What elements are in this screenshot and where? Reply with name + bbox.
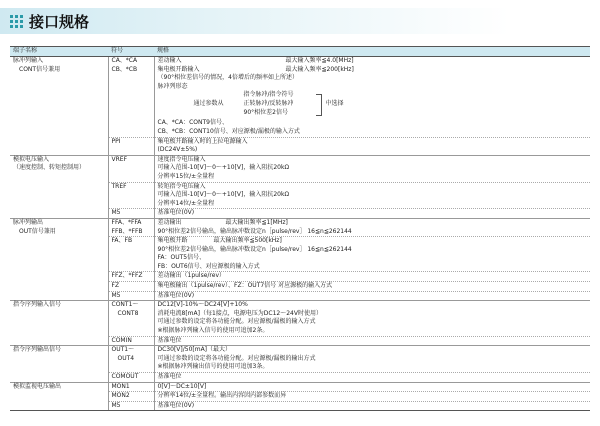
spec-text: 分辨率15位/±全量程 <box>157 172 215 180</box>
symbol-cell <box>108 382 154 392</box>
spec-text: 90°相位差2信号输出，输出脉冲数设定n［pulse/rev］ 16≦n≦262144 <box>157 245 352 253</box>
table-header-row <box>10 47 590 57</box>
spec-text: 脉冲列形态 <box>157 82 188 90</box>
symbol-ppi: PPI <box>111 137 121 145</box>
spec-text: （90°相位差信号的情况，4倍增后的频率如上所述） <box>157 74 298 82</box>
terminal-cell <box>10 218 108 300</box>
spec-text: 可通过参数的设定将各功能分配。对应源极/漏极的输出方式 <box>157 354 316 362</box>
spec-text: 基准电位(0V) <box>157 291 195 299</box>
terminal-cell <box>10 301 108 346</box>
terminal-cell <box>10 155 108 218</box>
terminal-name: 模拟电压输入 <box>13 155 50 163</box>
terminal-cell <box>10 57 108 156</box>
terminal-name: 指令序列输入信号 <box>13 301 62 309</box>
spec-text: CA、*CA：CONT9信号、 <box>157 119 228 127</box>
spec-cell <box>154 272 590 282</box>
spec-text: 集电极开路输入时的上拉电源输入 <box>157 137 248 145</box>
spec-text: 集电极开路输入 <box>157 65 200 73</box>
bracket-icon <box>316 94 322 116</box>
grid-dots-icon <box>10 15 23 28</box>
table-row <box>10 218 590 236</box>
terminal-name: 指令序列输出信号 <box>13 346 62 354</box>
spec-text: FA：OUT5信号、 <box>157 254 206 262</box>
spec-cell <box>154 209 590 219</box>
spec-text: 通过参数从 <box>193 100 224 108</box>
spec-cell <box>154 282 590 292</box>
symbol-fz: FZ <box>111 282 120 290</box>
table-row <box>10 57 590 138</box>
terminal-name-note: （速度控制、转矩控制用） <box>13 164 86 172</box>
title-bar <box>0 8 600 34</box>
symbol-cont8: CONT8 <box>117 309 139 317</box>
spec-text: ※根据脉冲列输出信号的使用可追加3条。 <box>157 363 269 371</box>
spec-text: DC12[V]-10%～DC24[V]+10% <box>157 301 248 309</box>
spec-text: 基准电位 <box>157 336 182 344</box>
spec-text: 90°相位差2信号输出，输出脉冲数设定n［pulse/rev］ 16≦n≦262144 <box>157 227 352 235</box>
spec-text: 最大输入频率≦200[kHz] <box>285 65 354 73</box>
spec-text: 集电极输出（1pulse/rev）、FZ：OUT7信号 对应源极的输入方式 <box>157 282 333 290</box>
symbol-cell <box>108 282 154 292</box>
symbol-fa-fb: FA、FB <box>111 237 133 245</box>
symbol-m5: M5 <box>111 401 121 409</box>
symbol-cell <box>108 291 154 301</box>
symbol-m5: M5 <box>111 291 121 299</box>
spec-cell <box>154 182 590 209</box>
symbol-cell <box>108 155 154 182</box>
symbol-cell <box>108 57 154 138</box>
symbol-mon2: MON2 <box>111 392 130 400</box>
spec-text: 基准电位 <box>157 373 182 380</box>
spec-text: FB：OUT6信号、对应源极的输入方式 <box>157 262 260 270</box>
symbol-cell <box>108 182 154 209</box>
spec-cell <box>154 301 590 336</box>
symbol-cell <box>108 301 154 336</box>
spec-text: 基准电位(0V) <box>157 209 195 217</box>
spec-text: (DC24V±5%) <box>157 146 198 154</box>
spec-cell <box>154 137 590 155</box>
symbol-cell <box>108 137 154 155</box>
spec-cell <box>154 291 590 301</box>
terminal-cell <box>10 346 108 382</box>
spec-text: 转矩指令电压输入 <box>157 182 206 190</box>
spec-text: 中选择 <box>325 100 344 108</box>
spec-text: 差动输出（1pulse/rev） <box>157 272 226 280</box>
spec-text: 分辨率14位/±全量程。输出内容因内部参数而异 <box>157 392 287 400</box>
spec-cell <box>154 57 590 138</box>
spec-cell <box>154 237 590 272</box>
table-row <box>10 382 590 392</box>
symbol-comout: COMOUT <box>111 373 139 380</box>
spec-text: 集电极开路 <box>157 237 188 245</box>
terminal-name: 脉冲列输入 <box>13 57 44 64</box>
spec-text: ※根据脉冲列输入信号的使用可追加2条。 <box>157 327 269 335</box>
table-row <box>10 346 590 373</box>
terminal-name: 模拟监视电压输出 <box>13 382 62 390</box>
symbol-cell <box>108 336 154 346</box>
spec-text: 最大输出频率≦500[kHz] <box>213 237 282 245</box>
terminal-cell <box>10 382 108 411</box>
spec-text: 最大输出频率≦1[MHz] <box>225 218 288 226</box>
symbol-cb: CB、*CB <box>111 65 138 73</box>
symbol-cell <box>108 392 154 402</box>
spec-cell <box>154 382 590 392</box>
spec-text: 可通过参数的设定将各功能分配。对应源极/漏极的输入方式 <box>157 318 316 326</box>
symbol-ffb: FFB、*FFB <box>111 227 143 235</box>
symbol-cell <box>108 401 154 411</box>
symbol-comin: COMIN <box>111 336 132 344</box>
spec-cell <box>154 401 590 411</box>
symbol-m5: M5 <box>111 209 121 217</box>
interface-spec-table <box>10 46 590 411</box>
table-row <box>10 301 590 336</box>
symbol-cell <box>108 237 154 272</box>
spec-text: CB、*CB：CONT10信号、对应源极/漏极的输入方式 <box>157 127 300 135</box>
spec-cell <box>154 346 590 373</box>
spec-text: 最大输入频率≦4.0[MHz] <box>285 57 354 64</box>
spec-cell <box>154 373 590 383</box>
spec-text: 可输入范围-10[V]～0～+10[V]，输入阻抗20kΩ <box>157 191 290 199</box>
header-symbol: 符号 <box>108 47 154 57</box>
symbol-out1: OUT1～ <box>111 346 135 354</box>
spec-text: 90°相位差2信号 <box>243 109 288 117</box>
header-spec: 规格 <box>154 47 590 57</box>
spec-text: 指令脉冲/指令符号 <box>243 91 294 99</box>
spec-cell <box>154 155 590 182</box>
terminal-name-note: CONT信号兼用 <box>19 65 61 73</box>
spec-text: 分辨率14位/±全量程 <box>157 199 215 207</box>
spec-text: 速度指令电压输入 <box>157 155 206 163</box>
spec-text: 可输入范围-10[V]～0～+10[V]，输入阻抗20kΩ <box>157 164 290 172</box>
symbol-ffa: FFA、*FFA <box>111 218 142 226</box>
symbol-cell <box>108 209 154 219</box>
symbol-cell <box>108 218 154 236</box>
symbol-cell <box>108 346 154 373</box>
terminal-name: 脉冲列输出 <box>13 218 44 226</box>
spec-cell <box>154 218 590 236</box>
symbol-ffz: FFZ、*FFZ <box>111 272 143 280</box>
symbol-cell <box>108 373 154 383</box>
symbol-out4: OUT4 <box>117 354 135 362</box>
pulse-form-options <box>158 91 588 117</box>
spec-text: 基准电位(0V) <box>157 401 195 409</box>
spec-cell <box>154 392 590 402</box>
page-title: 接口规格 <box>29 13 90 31</box>
spec-text: 差动输入 <box>157 57 182 64</box>
spec-text: 0[V]～DC±10[V] <box>157 382 207 390</box>
spec-text: 消耗电流8[mA]（每1接点，电源电压为DC12～24V时使用） <box>157 309 322 317</box>
spec-text: 差动输出 <box>157 218 182 226</box>
terminal-name-note: OUT信号兼用 <box>19 227 56 235</box>
symbol-cont1: CONT1～ <box>111 301 139 309</box>
symbol-vref: VREF <box>111 155 128 163</box>
symbol-tref: TREF <box>111 182 127 190</box>
symbol-ca: CA、*CA <box>111 57 138 64</box>
spec-text: 正转脉冲/反转脉冲 <box>243 100 294 108</box>
spec-cell <box>154 336 590 346</box>
spec-text: DC30[V]/50[mA]（最大） <box>157 346 232 354</box>
header-terminal: 端子名称 <box>10 47 108 57</box>
table-row <box>10 155 590 182</box>
symbol-mon1: MON1 <box>111 382 130 390</box>
symbol-cell <box>108 272 154 282</box>
